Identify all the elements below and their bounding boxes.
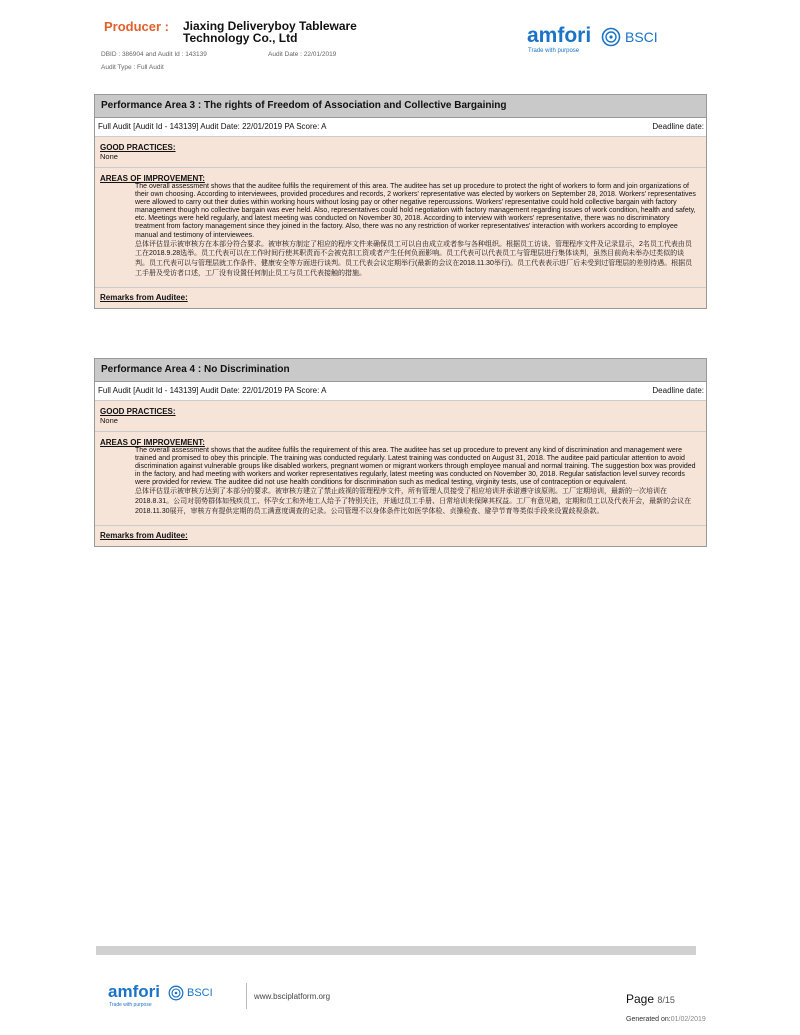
footer-bar <box>96 946 696 955</box>
areas-of-improvement-en: The overall assessment shows that the auditee fulfils the requirement of this area. The auditee has set up procedure to protect the right of workers to form and join organizations of their own choosing. According to interviewees, provided procedures and records, 2 workers' representative was elected by workers on September 28, 2018. Workers' representatives were allowed to carry out their duties within working hours without losing pay or other negative repercussions. Workers' representative could hold collective bargain with factory management though no collective bargain was ever held. Also, representatives could hold negotiation with factory management regarding issues of work condition, health and safety, etc. Meetings were held regularly, and latest meeting was conducted on November 30, 2018. According to interview with workers' representative, there was no discriminatory treatment from factory management since they joined in the factory. Also, there was no any restriction of worker representatives' interaction with workers according to employee manual and testimony of interviewees. <box>135 183 696 239</box>
generated-label: Generated on: <box>626 1016 671 1023</box>
amfori-bsci-logo <box>527 24 658 56</box>
logo-tagline: Trade with purpose <box>109 1002 152 1008</box>
remarks-from-auditee: Remarks from Auditee: <box>100 530 188 540</box>
deadline-label: Deadline date: <box>652 122 704 131</box>
remarks-from-auditee: Remarks from Auditee: <box>100 292 188 302</box>
amfori-wordmark: amfori <box>527 24 592 47</box>
deadline-label: Deadline date: <box>652 386 704 395</box>
dbid-text: DBID : 386904 and Audit Id : 143139 <box>101 51 207 58</box>
bsci-wordmark: BSCI <box>187 987 213 999</box>
logo-tagline: Trade with purpose <box>528 48 580 54</box>
page-count: 8/15 <box>657 995 675 1005</box>
generated-on <box>626 1016 706 1023</box>
good-practices-text: None <box>100 416 118 425</box>
areas-of-improvement-title: AREAS OF IMPROVEMENT: <box>100 438 205 447</box>
good-practices-title: GOOD PRACTICES: <box>100 143 176 152</box>
page-label: Page <box>626 992 655 1006</box>
performance-area-4-section <box>94 358 707 547</box>
section-title: Performance Area 4 : No Discrimination <box>95 359 706 382</box>
good-practices-title: GOOD PRACTICES: <box>100 407 176 416</box>
good-practices-text: None <box>100 152 118 161</box>
generated-date: 01/02/2019 <box>670 1016 706 1023</box>
footer-url[interactable]: www.bsciplatform.org <box>254 992 331 1001</box>
section-meta <box>95 118 706 137</box>
areas-of-improvement-cn: 总体评估显示被审核方在本部分符合要求。被审核方制定了相应的程序文件来确保员工可以自由成立或者参与各种组织。根据员工访谈、管理程序文件及记录显示，2名员工代表由员工在2018.9.28选举。员工代表可以在工作时间行使其职责而不会被克扣工资或者产生任何负面影响。员工代表可以代表员工与管理层进行集体谈判，虽然目前尚未举办过类似的谈判。员工代表可以与管理层就工作条件、健康安全等方面进行谈判。员工代表会议定期举行(最新的会议在2018.11.30举行)。员工代表表示进厂后未受到过管理层的差别待遇。根据员工手册及受访者口述，工厂没有设置任何制止员工与员工代表接触的措施。 <box>135 240 693 278</box>
producer-label: Producer : <box>104 19 170 34</box>
footer-amfori-bsci-logo <box>108 982 213 1010</box>
audit-info: Full Audit [Audit Id - 143139] Audit Date: 22/01/2019 PA Score: A <box>98 386 327 395</box>
areas-of-improvement-title: AREAS OF IMPROVEMENT: <box>100 174 205 183</box>
bsci-wordmark: BSCI <box>625 29 658 45</box>
page-number <box>626 992 675 1006</box>
areas-of-improvement-cn: 总体评估显示被审核方达到了本部分的要求。被审核方建立了禁止歧视的管理程序文件，所有管理人员接受了相应培训并承诺遵守该原则。工厂定期培训，最新的一次培训在2018.8.31。公司对弱势群体如残疾员工、怀孕女工和外地工人给予了特别关注，并通过员工手册、日常培训来保障其权益。工厂有意见箱，定期和员工以及代表开会，最新的会议在2018.11.30展开，审核方有提供定期的员工满意度调查的记录。公司管理不以身体条件比如医学体检、贞操检查、避孕节育等类似手段来设置歧视条款。 <box>135 488 692 516</box>
audit-type-text: Audit Type : Full Audit <box>101 64 164 71</box>
producer-name: Jiaxing Deliveryboy Tableware Technology Co., Ltd <box>183 19 357 45</box>
areas-of-improvement-en: The overall assessment shows that the auditee fulfils the requirement of this area. The auditee has set up procedure to prevent any kind of discrimination and management were trained and promised to obey this principle. The training was conducted regularly. Latest training was conducted on August 31, 2018. The auditee paid particular attention to avoid discrimination against vulnerable groups like disabled workers, pregnant women or migrant workers through employee manual and normal training. The suggestion box was provided in the factory, and had meeting with workers and worker representatives regularly, latest meeting was conducted on November 30, 2018. Regular satisfaction level survey records were provided for review. The auditee did not use health conditions for discrimination such as medical testing, virginity tests, use of contraception or equivalent. <box>135 447 696 487</box>
page-header <box>0 0 800 90</box>
audit-info: Full Audit [Audit Id - 143139] Audit Date: 22/01/2019 PA Score: A <box>98 122 327 131</box>
section-title: Performance Area 3 : The rights of Freedom of Association and Collective Bargaining <box>95 95 706 118</box>
footer-separator <box>246 983 247 1009</box>
section-meta <box>95 382 706 401</box>
audit-date-text: Audit Date : 22/01/2019 <box>268 51 337 58</box>
performance-area-3-section <box>94 94 707 309</box>
amfori-wordmark: amfori <box>108 982 160 1001</box>
